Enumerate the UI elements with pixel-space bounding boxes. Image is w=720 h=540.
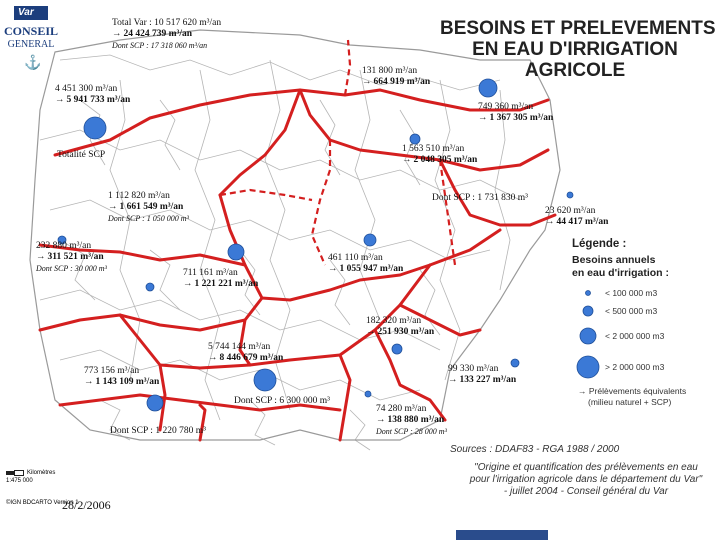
demand-circle — [228, 244, 244, 260]
area-label — [328, 253, 404, 275]
area-label-line-1: 773 156 m³/an — [84, 366, 140, 376]
logo-conseil-text: CONSEIL — [3, 24, 59, 38]
legend-circle-medium — [583, 306, 593, 316]
arrow-icon: → — [84, 377, 94, 387]
area-label-line-1: Dont SCP : 1 731 830 m³ — [432, 193, 528, 203]
area-label-line-2: 8 446 679 m³/an — [219, 353, 284, 363]
title-line-1: BESOINS ET PRELEVEMENTS — [440, 18, 716, 39]
legend-item-100k: < 100 000 m3 — [605, 288, 658, 298]
area-label — [183, 268, 259, 290]
arrow-icon: → — [36, 252, 46, 262]
demand-circle — [365, 391, 371, 397]
area-label — [108, 191, 189, 224]
area-label-line-1: 74 280 m³/an — [376, 404, 427, 414]
area-label-line-1: 4 451 300 m³/an — [55, 84, 118, 94]
area-label-line-2: 1 221 221 m³/an — [194, 279, 259, 289]
citation-block — [452, 462, 720, 498]
area-label — [376, 404, 447, 437]
area-label — [402, 144, 478, 166]
area-label-line-1: Total Var : 10 517 620 m³/an — [112, 18, 222, 28]
arrow-icon: → — [402, 155, 412, 165]
area-label-line-2: 24 424 739 m³/an — [123, 29, 193, 39]
area-label — [234, 396, 330, 407]
ign-credit: ©IGN BDCARTO Version 1 — [6, 500, 79, 506]
area-label-line-2: 664 919 m³/an — [373, 77, 431, 87]
citation-line-3: - juillet 2004 - Conseil général du Var — [503, 486, 669, 497]
anchor-icon: ⚓ — [24, 54, 42, 70]
area-label-line-1: 131 800 m³/an — [362, 66, 418, 76]
area-label-line-1: 1 563 510 m³/an — [402, 144, 465, 154]
demand-circle — [392, 344, 402, 354]
area-label-line-1: 749 360 m³/an — [478, 102, 534, 112]
date-label: 28/2/2006 — [62, 498, 111, 512]
area-label-line-2: 1 661 549 m³/an — [119, 202, 184, 212]
demand-circle — [254, 369, 276, 391]
area-label-line-1: 711 161 m³/an — [183, 268, 238, 278]
area-label-line-1: 182 320 m³/an — [366, 316, 422, 326]
arrow-icon: → — [208, 353, 218, 363]
arrow-icon: → — [108, 202, 118, 212]
area-label-line-3: Dont SCP : 28 000 m³ — [376, 427, 447, 436]
area-label-line-2: 1 143 109 m³/an — [95, 377, 160, 387]
arrow-icon: → — [328, 264, 338, 274]
arrow-icon: → — [366, 327, 376, 337]
legend-title: Légende : — [572, 238, 627, 250]
legend-circle-xlarge — [577, 356, 599, 378]
bottom-taskbar-item[interactable] — [456, 530, 548, 540]
area-label — [448, 364, 517, 386]
legend-note-1 — [578, 386, 686, 396]
demand-circles — [58, 79, 573, 411]
area-label — [362, 66, 431, 88]
demand-circle — [84, 117, 106, 139]
area-label — [55, 84, 131, 106]
area-label-line-3: Dont SCP : 1 050 000 m³ — [108, 214, 189, 223]
conseil-general-logo — [2, 6, 60, 72]
area-label-line-2: 311 521 m³/an — [47, 252, 104, 262]
scale-ratio: 1:475 000 — [6, 478, 33, 484]
arrow-icon: → — [112, 29, 122, 39]
area-label-line-1: Totalité SCP — [57, 150, 106, 160]
area-label-line-1: 23 620 m³/an — [545, 206, 596, 216]
legend-item-over-2m: > 2 000 000 m3 — [605, 362, 665, 372]
logo-var-text: Var — [18, 7, 34, 18]
area-label — [545, 206, 609, 228]
arrow-icon: → — [55, 95, 65, 105]
citation-line-2: pour l'irrigation agricole dans le département du Var" — [469, 474, 703, 485]
demand-circle — [146, 283, 154, 291]
legend-note-2: (milieu naturel + SCP) — [588, 397, 672, 407]
area-label — [57, 150, 105, 161]
area-label — [478, 102, 554, 124]
legend-circles — [577, 291, 599, 379]
area-label-line-1: Dont SCP : 6 300 000 m³ — [234, 396, 330, 406]
legend-item-2m: < 2 000 000 m3 — [605, 331, 665, 341]
demand-circle — [511, 359, 519, 367]
area-label-line-2: 2 048 305 m³/an — [413, 155, 478, 165]
legend-item-500k: < 500 000 m3 — [605, 306, 658, 316]
area-label-line-1: Dont SCP : 1 220 780 m³ — [110, 426, 206, 436]
arrow-icon: → — [183, 279, 193, 289]
area-label-line-2: 133 227 m³/an — [459, 375, 517, 385]
area-label — [36, 241, 107, 274]
demand-circle — [364, 234, 376, 246]
arrow-icon: → — [362, 77, 372, 87]
area-label-line-1: 99 330 m³/an — [448, 364, 499, 374]
title-line-3: AGRICOLE — [524, 60, 626, 81]
legend — [572, 238, 712, 280]
arrow-icon: → — [478, 113, 488, 123]
demand-circle — [410, 134, 420, 144]
area-label-line-1: 1 112 820 m³/an — [108, 191, 170, 201]
area-label-line-2: 44 417 m³/an — [556, 217, 609, 227]
map-title — [440, 18, 716, 81]
arrow-icon: → — [376, 415, 386, 425]
area-label — [112, 18, 221, 51]
arrow-icon: → — [578, 386, 587, 396]
area-label-line-2: 5 941 733 m³/an — [66, 95, 131, 105]
demand-circle — [479, 79, 497, 97]
demand-circle — [567, 192, 573, 198]
area-label — [432, 193, 528, 204]
area-label — [366, 316, 435, 338]
area-label-line-1: 232 880 m³/an — [36, 241, 92, 251]
sources-text: Sources : DDAF83 - RGA 1988 / 2000 — [450, 444, 620, 455]
arrow-icon: → — [448, 375, 458, 385]
citation-line-1: "Origine et quantification des prélèvements en eau — [474, 462, 698, 473]
area-label-line-2: 1 055 947 m³/an — [339, 264, 404, 274]
legend-subtitle-1: Besoins annuels — [572, 254, 656, 266]
legend-circle-large — [580, 328, 596, 344]
area-label — [208, 342, 284, 364]
area-label-line-1: 461 110 m³/an — [328, 253, 383, 263]
legend-note-1-text: Prélèvements équivalents — [588, 386, 687, 396]
demand-circle — [147, 395, 163, 411]
legend-subtitle-2: en eau d'irrigation : — [572, 267, 670, 279]
legend-circle-small — [586, 291, 591, 296]
area-label — [84, 366, 160, 388]
area-label-line-1: 5 744 144 m³/an — [208, 342, 271, 352]
area-label-line-3: Dont SCP : 30 000 m³ — [36, 264, 107, 273]
area-label — [110, 426, 206, 437]
area-label-line-3: Dont SCP : 17 318 060 m³/an — [112, 41, 208, 50]
title-line-2: EN EAU D'IRRIGATION — [472, 39, 678, 60]
area-label-line-2: 1 367 305 m³/an — [489, 113, 554, 123]
area-label-line-2: 138 880 m³/an — [387, 415, 445, 425]
arrow-icon: → — [545, 217, 555, 227]
area-label-line-2: 251 930 m³/an — [377, 327, 435, 337]
scale-label: Kilomètres — [27, 470, 56, 476]
logo-general-text: GENERAL — [7, 39, 55, 50]
